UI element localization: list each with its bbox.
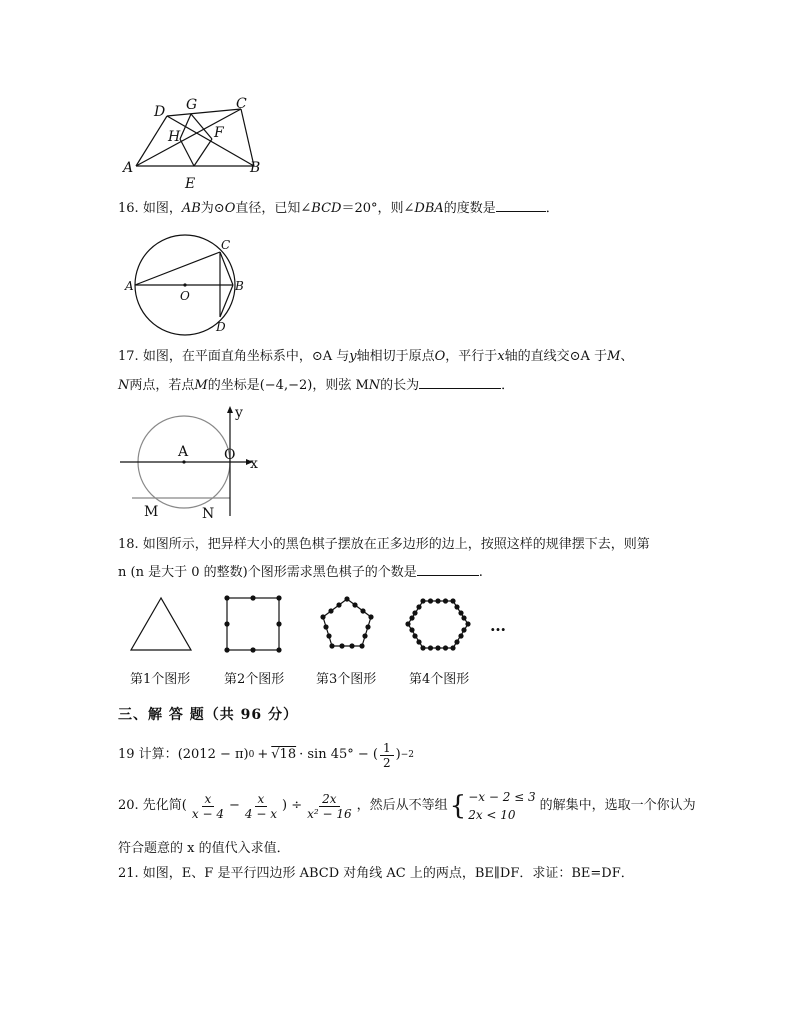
q17-x: x <box>497 349 505 364</box>
fig17-label-y: y <box>235 405 243 421</box>
q16-o: O <box>224 201 236 216</box>
q20-f3-den: x² − 16 <box>307 806 352 821</box>
figure-q15 <box>118 92 278 192</box>
chess-piece-dot <box>454 604 459 609</box>
chess-piece-dot <box>409 627 414 632</box>
chess-piece-dot <box>443 598 448 603</box>
chess-piece-dot <box>276 595 281 600</box>
q20-f1-den: x − 4 <box>191 806 224 821</box>
polygon-square <box>227 598 279 650</box>
q20-fraction-1 <box>189 792 227 821</box>
q19-expr-c: · sin 45° − ( <box>299 747 378 762</box>
figure-q17 <box>118 404 268 522</box>
question-17-line-2 <box>118 376 514 395</box>
question-20-line-2: 符合题意的 x 的值代入求值． <box>118 841 290 856</box>
fig15-label-a: A <box>123 160 134 176</box>
chess-piece-dot <box>336 602 341 607</box>
q17-n2: N <box>368 378 381 393</box>
chess-piece-dot <box>409 615 414 620</box>
chess-piece-dot <box>416 604 421 609</box>
fig16-label-o: O <box>180 289 190 303</box>
q17-end: ． <box>501 378 515 393</box>
chess-piece-dot <box>250 647 255 652</box>
fig17-label-n: N <box>202 506 215 522</box>
q17-text-g: 的坐标是 <box>207 378 260 393</box>
question-19 <box>118 738 414 772</box>
q20-inequality-1: −x − 2 ≤ 3 <box>468 790 536 804</box>
chess-piece-dot <box>420 598 425 603</box>
q16-number: 16. <box>118 201 139 216</box>
chess-piece-dot <box>320 614 325 619</box>
q17-coordinate: (−4,−2) <box>259 378 313 393</box>
chess-piece-dot <box>368 614 373 619</box>
fig17-label-o: O <box>224 447 236 463</box>
q19-frac-den: 2 <box>382 755 391 770</box>
q20-inequality-system <box>468 788 535 824</box>
chess-piece-dot <box>428 645 433 650</box>
chess-piece-dot <box>443 645 448 650</box>
q17-text-c: ，平行于 <box>445 349 498 364</box>
q17-text-e: 、 <box>620 349 634 364</box>
chess-piece-dot <box>365 624 370 629</box>
q18-answer-blank[interactable] <box>417 563 479 576</box>
q20-fraction-2 <box>242 792 280 821</box>
fig15-label-d: D <box>154 104 166 120</box>
chess-piece-dot <box>435 598 440 603</box>
q20-post: 的解集中，选取一个你认为 <box>539 798 696 813</box>
q16-text-post: 的度数是 <box>443 201 496 216</box>
fig15-label-b: B <box>250 160 261 176</box>
fig16-label-c: C <box>221 238 231 252</box>
question-16 <box>118 199 559 218</box>
q19-exp-neg2: −2 <box>400 750 414 760</box>
fig16-label-d: D <box>216 320 226 334</box>
chess-piece-dot <box>412 633 417 638</box>
q18-text: n (n 是大于 0 的整数)个图形需求黑色棋子的个数是 <box>118 565 417 580</box>
fig16-label-b: B <box>235 279 244 293</box>
q16-dba: DBA <box>414 201 444 216</box>
chess-piece-dot <box>458 610 463 615</box>
fig17-label-x: x <box>250 456 258 472</box>
fig17-label-m: M <box>144 504 159 520</box>
q19-frac-num: 1 <box>380 741 394 756</box>
chess-piece-dot <box>435 645 440 650</box>
chess-piece-dot <box>352 602 357 607</box>
q16-answer-blank[interactable] <box>496 199 546 212</box>
chess-piece-dot <box>276 647 281 652</box>
q20-f2-num: x <box>255 792 268 807</box>
chess-piece-dot <box>323 624 328 629</box>
chess-piece-dot <box>339 643 344 648</box>
fig15-label-g: G <box>186 97 198 113</box>
fig15-label-e: E <box>185 176 196 192</box>
q19-plus: + <box>257 747 269 762</box>
q20-close: ) ÷ <box>281 798 303 813</box>
q19-expr-a: (2012 − π) <box>177 747 249 762</box>
polygon-triangle <box>131 598 191 650</box>
figure-q16 <box>120 232 255 336</box>
fig15-label-h: H <box>168 129 181 145</box>
caption-figure-2: 第2个图形 <box>224 672 285 687</box>
question-18-line-2 <box>118 563 483 582</box>
q16-text-mid2: 直径，已知∠ <box>235 201 312 216</box>
q18-ellipsis: … <box>490 616 506 635</box>
chess-piece-dot <box>344 596 349 601</box>
chess-piece-dot <box>250 595 255 600</box>
q17-text-b: 轴相切于原点 <box>356 349 435 364</box>
q17-number: 17. <box>118 349 139 364</box>
chess-piece-dot <box>224 621 229 626</box>
q16-text-pre: 如图， <box>142 201 182 216</box>
caption-figure-1: 第1个图形 <box>130 672 191 687</box>
caption-figure-4: 第4个图形 <box>409 672 470 687</box>
chess-piece-dot <box>412 610 417 615</box>
q16-bcd: BCD <box>311 201 342 216</box>
q17-text-h: ，则弦 M <box>312 378 369 393</box>
chess-piece-dot <box>359 643 364 648</box>
question-17-line-1 <box>118 348 633 366</box>
q19-exp-0: 0 <box>248 750 255 760</box>
q20-system-brace: { <box>449 791 467 821</box>
chess-piece-dot <box>360 608 365 613</box>
q20-inequality-2: 2x < 10 <box>468 808 516 822</box>
chess-piece-dot <box>465 621 470 626</box>
chess-piece-dot <box>326 633 331 638</box>
q17-text-f: 两点，若点 <box>129 378 195 393</box>
q16-end: ． <box>545 201 559 216</box>
fig15-label-f: F <box>214 125 224 141</box>
q20-f1-num: x <box>202 792 215 807</box>
chess-piece-dot <box>458 633 463 638</box>
q16-ab: AB <box>181 201 201 216</box>
chess-piece-dot <box>416 639 421 644</box>
section-3-heading: 三、解 答 题（共 96 分） <box>118 707 298 723</box>
chess-piece-dot <box>450 598 455 603</box>
chess-piece-dot <box>224 595 229 600</box>
chess-piece-dot <box>405 621 410 626</box>
q20-fraction-3 <box>304 792 355 821</box>
question-20-line-1 <box>118 786 696 826</box>
q17-answer-blank[interactable] <box>419 376 501 389</box>
fig15-label-c: C <box>236 96 247 112</box>
q20-minus: − <box>228 798 240 813</box>
q20-f3-num: 2x <box>319 792 339 807</box>
chess-piece-dot <box>454 639 459 644</box>
figure-q18-polygons <box>118 590 518 660</box>
q17-y: y <box>349 349 357 364</box>
q16-text-mid3: ＝20°，则∠ <box>341 201 415 216</box>
q17-m: M <box>607 349 621 364</box>
q20-label: 20. 先化简( <box>118 798 187 813</box>
chess-piece-dot <box>428 598 433 603</box>
chess-piece-dot <box>461 615 466 620</box>
polygon-pentagon <box>323 599 371 646</box>
q18-end: . <box>478 565 483 580</box>
q16-text-mid1: 为⊙ <box>200 201 225 216</box>
q17-m2: M <box>194 378 208 393</box>
chess-piece-dot <box>420 645 425 650</box>
q17-text-d: 轴的直线交⊙A 于 <box>504 349 608 364</box>
q17-n: N <box>118 378 130 393</box>
chess-piece-dot <box>362 633 367 638</box>
q19-sqrt: √18 <box>271 747 297 762</box>
chess-piece-dot <box>276 621 281 626</box>
question-21: 21. 如图，E、F 是平行四边形 ABCD 对角线 AC 上的两点，BE∥DF．求证：BE=DF． <box>118 866 634 881</box>
q17-text-a: 如图，在平面直角坐标系中，⊙A 与 <box>142 349 350 364</box>
caption-figure-3: 第3个图形 <box>316 672 377 687</box>
question-18-line-1: 18. 如图所示，把异样大小的黑色棋子摆放在正多边形的边上，按照这样的规律摆下去，则第 <box>118 537 650 552</box>
q20-f2-den: 4 − x <box>244 806 277 821</box>
chess-piece-dot <box>329 643 334 648</box>
q19-expr-d: ) <box>395 747 401 762</box>
chess-piece-dot <box>450 645 455 650</box>
chess-piece-dot <box>224 647 229 652</box>
q17-o: O <box>434 349 446 364</box>
q19-fraction <box>380 741 394 770</box>
fig16-label-a: A <box>125 279 134 293</box>
chess-piece-dot <box>461 627 466 632</box>
q19-label: 19 计算： <box>118 747 178 762</box>
q17-text-i: 的长为 <box>380 378 420 393</box>
fig17-label-a: A <box>178 444 189 460</box>
chess-piece-dot <box>349 643 354 648</box>
q20-mid: ，然后从不等组 <box>356 798 448 813</box>
chess-piece-dot <box>328 608 333 613</box>
